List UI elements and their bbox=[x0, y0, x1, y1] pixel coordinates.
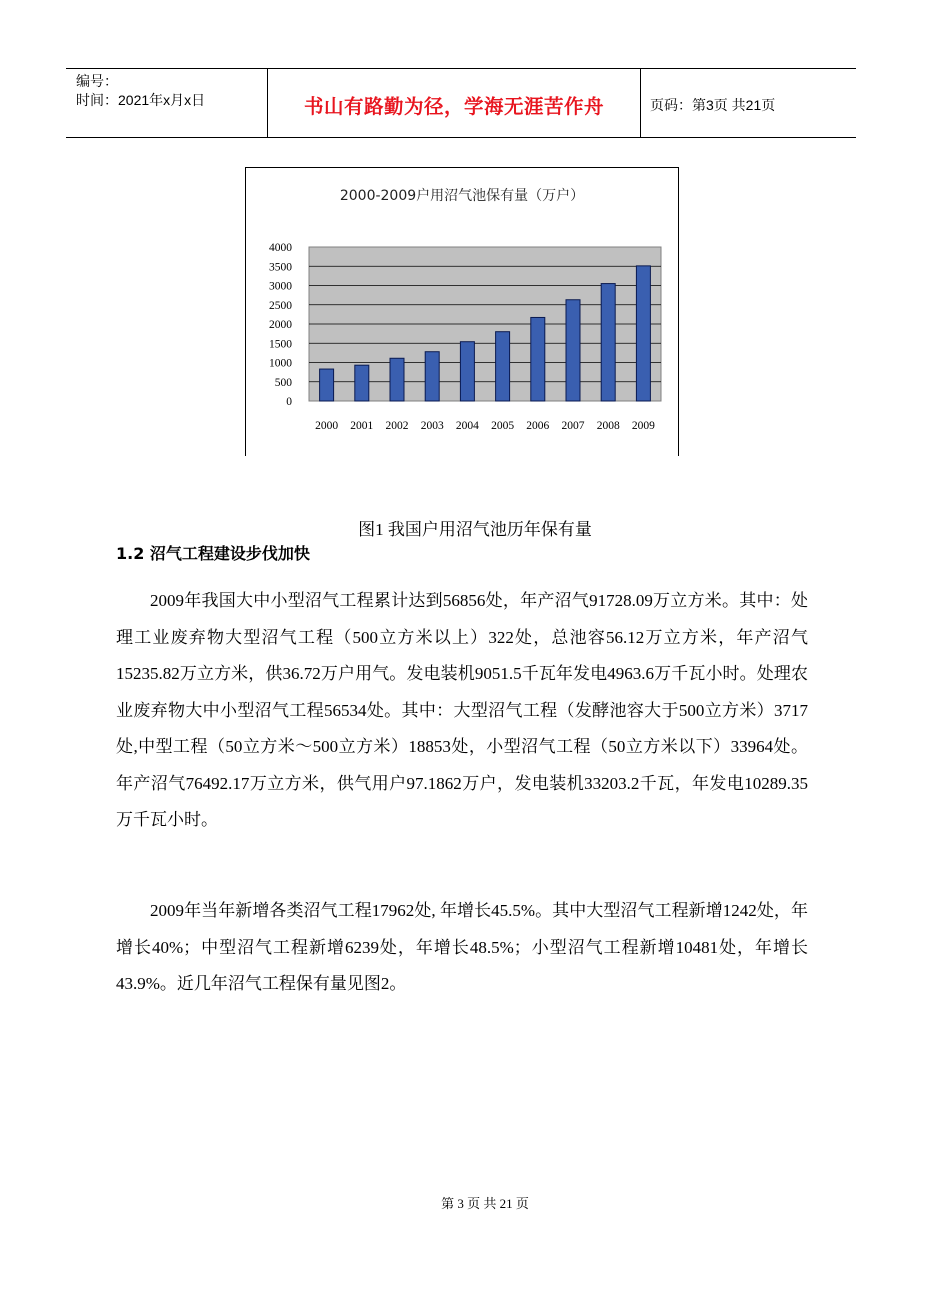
figure-chart-frame bbox=[245, 167, 679, 456]
page-header bbox=[66, 68, 856, 138]
bar bbox=[636, 266, 650, 401]
x-tick-label: 2000 bbox=[315, 420, 339, 432]
y-tick-label: 500 bbox=[274, 376, 292, 389]
x-tick-label: 2003 bbox=[420, 420, 444, 432]
body-paragraph: 2009年我国大中小型沼气工程累计达到56856处，年产沼气91728.09万立方米。其中：处理工业废弃物大型沼气工程（500立方米以上）322处，总池容56.12万立方米，年产沼气15235.82万立方米，供36.72万户用气。发电装机9051.5千瓦年发电4963.6万千瓦小时。处理农业废弃物大中小型沼气工程56534处。其中：大型沼气工程（发酵池容大于500立方米）3717处,中型工程（50立方米～500立方米）18853处，小型沼气工程（50立方米以下）33964处。年产沼气76492.17万立方米，供气用户97.1862万户，发电装机33203.2千瓦，年发电10289.35万千瓦小时。 bbox=[116, 591, 808, 829]
bar bbox=[601, 284, 615, 401]
document-time-label: 时间：2021年x月x日 bbox=[76, 92, 206, 108]
header-meta bbox=[76, 72, 205, 110]
y-tick-label: 3000 bbox=[269, 280, 292, 293]
bar bbox=[425, 352, 439, 401]
x-tick-label: 2006 bbox=[526, 420, 550, 432]
x-tick-label: 2008 bbox=[596, 420, 620, 432]
bar bbox=[531, 317, 545, 401]
chart-title: 2000-2009户用沼气池保有量（万户） bbox=[339, 188, 585, 204]
figure-caption: 图1 我国户用沼气池历年保有量 bbox=[358, 520, 592, 539]
bar bbox=[355, 365, 369, 401]
bar bbox=[320, 369, 334, 401]
header-divider bbox=[640, 69, 641, 137]
y-tick-label: 2000 bbox=[269, 319, 292, 331]
bar bbox=[460, 342, 474, 401]
x-tick-label: 2004 bbox=[455, 420, 479, 432]
document-number-label: 编号： bbox=[76, 73, 118, 89]
bar bbox=[390, 358, 404, 401]
x-tick-label: 2005 bbox=[491, 420, 515, 432]
bar-chart bbox=[246, 168, 678, 456]
body-paragraph: 2009年当年新增各类沼气工程17962处, 年增长45.5%。其中大型沼气工程新增1242处，年增长40%；中型沼气工程新增6239处，年增长48.5%；小型沼气工程新增10481处，年增长43.9%。近几年沼气工程保有量见图2。 bbox=[116, 901, 808, 993]
page-footer: 第 3 页 共 21 页 bbox=[441, 1196, 529, 1211]
y-tick-label: 1500 bbox=[269, 338, 292, 351]
y-tick-label: 3500 bbox=[269, 261, 292, 274]
x-tick-label: 2001 bbox=[350, 420, 374, 432]
x-tick-label: 2009 bbox=[631, 420, 655, 432]
header-motto: 书山有路勤为径，学海无涯苦作舟 bbox=[303, 95, 604, 118]
x-tick-label: 2007 bbox=[561, 420, 585, 432]
y-tick-label: 4000 bbox=[269, 242, 292, 254]
header-page-number: 页码：第3页 共21页 bbox=[650, 97, 776, 113]
section-heading: 1.2 沼气工程建设步伐加快 bbox=[116, 544, 310, 563]
bar bbox=[566, 300, 580, 401]
x-tick-label: 2002 bbox=[385, 420, 409, 432]
bar bbox=[496, 332, 510, 401]
y-tick-label: 1000 bbox=[269, 357, 292, 370]
y-tick-label: 2500 bbox=[269, 299, 292, 312]
y-tick-label: 0 bbox=[286, 396, 292, 408]
